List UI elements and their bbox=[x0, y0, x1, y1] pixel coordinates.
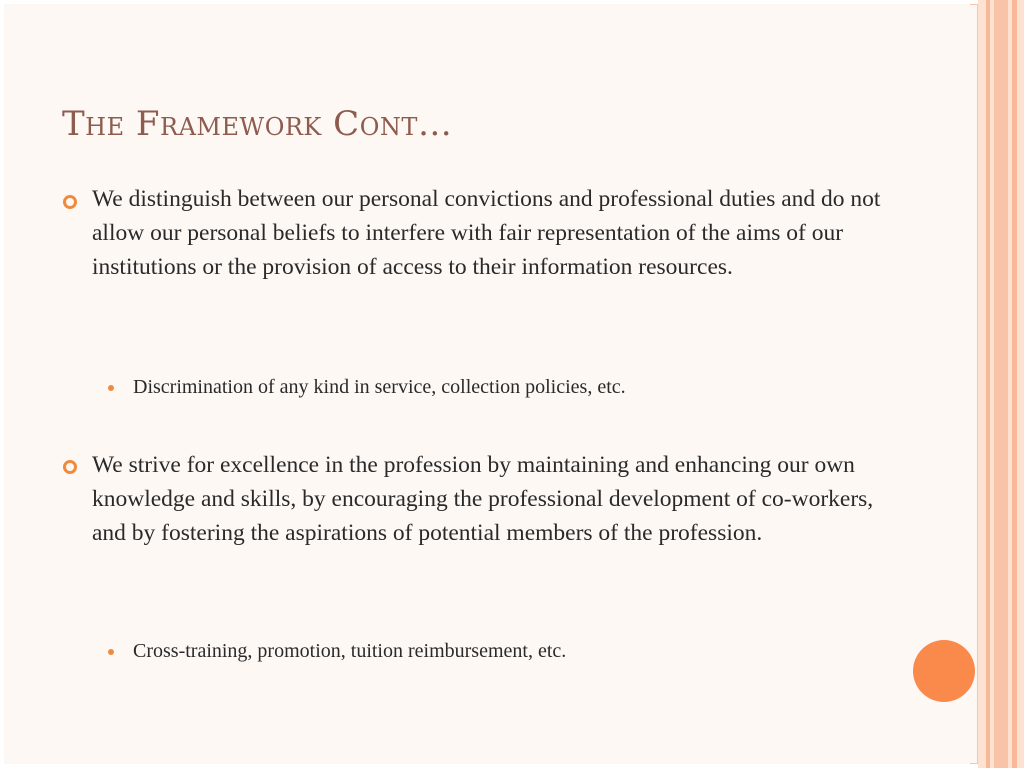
right-stripe bbox=[994, 0, 1008, 768]
bullet-text: We strive for excellence in the profession by maintaining and enhancing our own knowledge and skills, by encouraging the professional development of co-workers, and by fostering the aspirations of potential members of the profession. bbox=[92, 452, 874, 546]
right-stripe bbox=[1017, 0, 1024, 768]
hollow-circle-bullet-icon bbox=[63, 195, 77, 209]
dot-bullet-icon bbox=[108, 649, 114, 655]
sub-bullet-text: Cross-training, promotion, tuition reimbursement, etc. bbox=[133, 640, 567, 662]
right-stripe bbox=[978, 0, 986, 768]
orange-circle-icon bbox=[913, 640, 975, 702]
dot-bullet-icon bbox=[108, 385, 114, 391]
bullet-text: We distinguish between our personal convictions and professional duties and do not allow our personal beliefs to interfere with fair representation of the aims of our institutions or the provision of access to their information resources. bbox=[92, 186, 881, 280]
hollow-circle-bullet-icon bbox=[63, 460, 77, 474]
slide-title: The Framework Cont… bbox=[62, 104, 453, 144]
sub-bullet-text: Discrimination of any kind in service, collection policies, etc. bbox=[133, 376, 626, 398]
